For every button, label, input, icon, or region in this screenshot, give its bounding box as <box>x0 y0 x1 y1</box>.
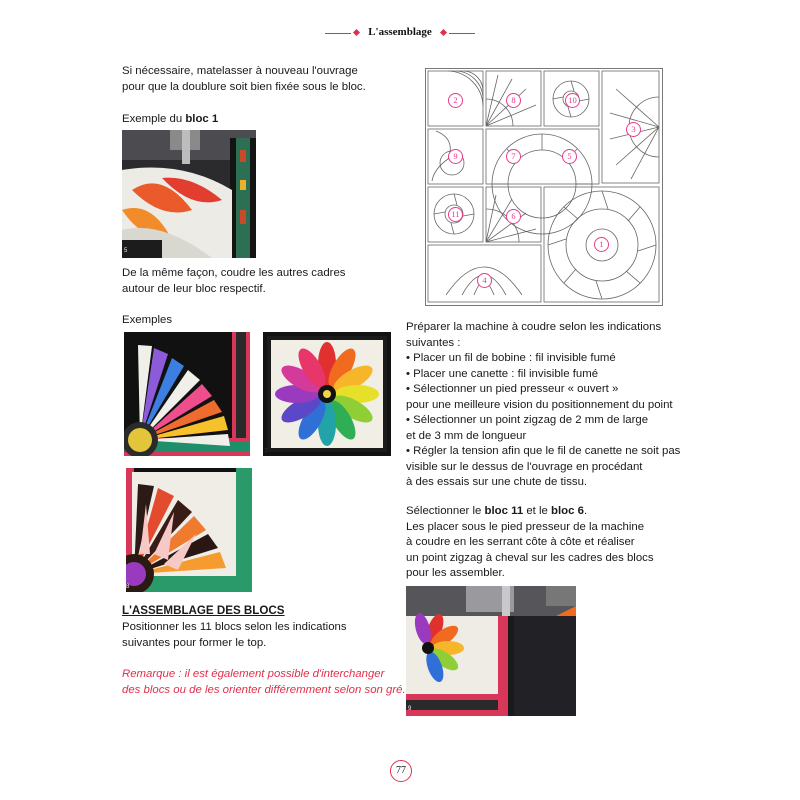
positioning-paragraph <box>122 620 347 651</box>
photo-6-caption: 6 <box>124 448 128 454</box>
example-prefix: Exemple du <box>122 113 186 125</box>
diagram-number-5: 5 <box>562 149 577 164</box>
remark-note <box>122 667 406 698</box>
photo-block-7 <box>263 332 391 456</box>
select-bold-1: bloc 11 <box>484 505 524 517</box>
positioning-line-2: suivantes pour former le top. <box>122 636 267 649</box>
page-header-title: L'assemblage <box>368 26 432 38</box>
positioning-line-1: Positionner les 11 blocs selon les indications <box>122 621 347 633</box>
photo-5-caption: 5 <box>124 248 128 254</box>
photo-block-1-quilting <box>122 130 256 258</box>
select-line <box>406 504 654 520</box>
intro-paragraph <box>122 64 366 95</box>
diagram-number-1: 1 <box>594 237 609 252</box>
bullet-tension-cont-2: à des essais sur une chute de tissu. <box>406 476 588 488</box>
section-title: L'ASSEMBLAGE DES BLOCS <box>122 604 285 617</box>
same-way-paragraph <box>122 266 346 297</box>
bullet-zigzag: • Sélectionner un point zigzag de 2 mm de large <box>406 414 649 426</box>
diagram-number-11: 11 <box>448 207 463 222</box>
bullet-bobbin: • Placer une canette : fil invisible fumé <box>406 367 599 380</box>
bullet-presser-foot-cont: pour une meilleure vision du positionnement du point <box>406 398 673 411</box>
photo-7-caption: 7 <box>264 449 268 455</box>
bullet-zigzag-cont: et de 3 mm de longueur <box>406 429 527 442</box>
header-rule-right <box>449 33 475 34</box>
select-prefix: Sélectionner le <box>406 505 485 517</box>
prep-line-2: suivantes : <box>406 336 461 349</box>
remark-line-1: Remarque : il est également possible d'interchanger <box>122 668 385 680</box>
place-line-3: un point zigzag à cheval sur les cadres des blocs <box>406 551 654 564</box>
machine-prep-section <box>406 320 680 491</box>
diagram-number-6: 6 <box>506 209 521 224</box>
diagram-number-7: 7 <box>506 149 521 164</box>
photo-block-6 <box>124 332 250 456</box>
select-blocks-paragraph <box>406 504 654 582</box>
bullet-tension: • Régler la tension afin que le fil de canette ne soit pas <box>406 445 681 457</box>
bullet-presser-foot: • Sélectionner un pied presseur « ouvert » <box>406 383 619 395</box>
same-line-2: autour de leur bloc respectif. <box>122 282 266 295</box>
select-bold-2: bloc 6 <box>551 505 584 517</box>
place-line-2: à coudre en les serrant côte à côte et réaliser <box>406 536 635 548</box>
intro-line-1: Si nécessaire, matelasser à nouveau l'ouvrage <box>122 65 358 77</box>
diagram-number-10: 10 <box>565 93 580 108</box>
remark-line-2: des blocs ou de les orienter différemment selon son gré. <box>122 683 406 696</box>
photo-9-caption: 9 <box>408 706 412 712</box>
place-line-4: pour les assembler. <box>406 567 505 579</box>
photo-8-caption: 8 <box>126 584 130 590</box>
bullet-tension-cont-1: visible sur le dessus de l'ouvrage en procédant <box>406 460 643 473</box>
diagram-number-4: 4 <box>477 273 492 288</box>
photo-assembly-zigzag <box>406 586 576 716</box>
same-line-1: De la même façon, coudre les autres cadres <box>122 267 346 279</box>
select-end: . <box>583 505 588 517</box>
example-label <box>122 112 218 128</box>
bullet-bobbin-thread: • Placer un fil de bobine : fil invisible fumé <box>406 352 616 364</box>
place-line-1: Les placer sous le pied presseur de la machine <box>406 520 645 533</box>
diagram-number-2: 2 <box>448 93 463 108</box>
examples-label: Exemples <box>122 314 173 326</box>
diagram-number-9: 9 <box>448 149 463 164</box>
diagram-number-8: 8 <box>506 93 521 108</box>
block-layout-diagram <box>425 68 663 306</box>
photo-block-8 <box>126 468 252 592</box>
page-number: 77 <box>390 760 412 782</box>
prep-line-1: Préparer la machine à coudre selon les indications <box>406 321 662 333</box>
select-mid: et le <box>523 505 552 517</box>
example-bold: bloc 1 <box>185 113 219 125</box>
intro-line-2: pour que la doublure soit bien fixée sous le bloc. <box>122 80 366 93</box>
diagram-number-3: 3 <box>626 122 641 137</box>
